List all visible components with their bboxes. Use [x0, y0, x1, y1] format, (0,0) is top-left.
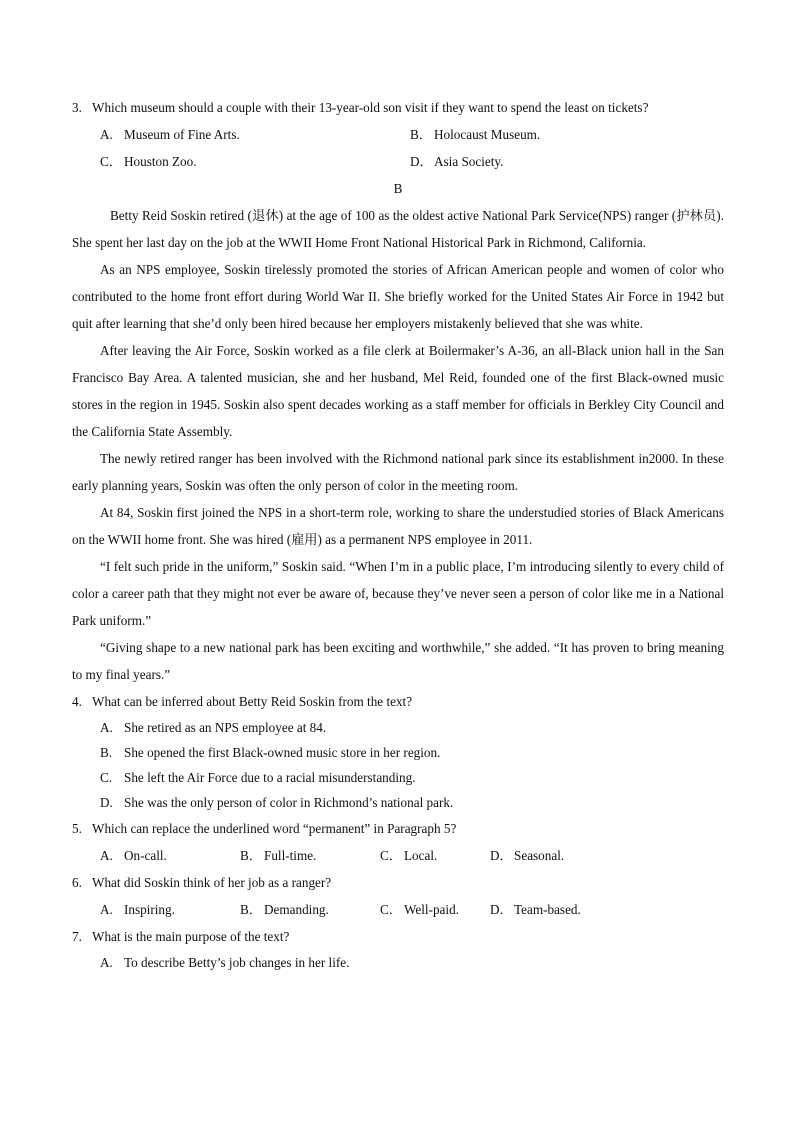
option-c: C. She left the Air Force due to a racial misunderstanding. [100, 770, 416, 785]
passage-paragraph-1: Betty Reid Soskin retired (退休) at the age of 100 as the oldest active National Park Service(NPS) ranger (护林员). She spent her last day on the job at the WWII Home Front National Historical Park in Richmond, California. [72, 208, 724, 250]
question-text: Which can replace the underlined word “permanent” in Paragraph 5? [92, 821, 457, 836]
option-d: D. She was the only person of color in Richmond’s national park. [100, 795, 454, 810]
question-6 [72, 869, 724, 896]
option-d: D． Asia Society. [410, 154, 504, 169]
option-b: B． Demanding. [240, 902, 329, 917]
option-a: A. She retired as an NPS employee at 84. [100, 720, 327, 735]
question-text: Which museum should a couple with their 13-year-old son visit if they want to spend the least on tickets? [92, 100, 649, 115]
question-number: 7. [72, 929, 82, 944]
option-a: A. To describe Betty’s job changes in her life. [100, 955, 350, 970]
question-text: What is the main purpose of the text? [92, 929, 290, 944]
question-number: 5. [72, 821, 82, 836]
question-5-options [72, 842, 724, 869]
question-number: 3. [72, 100, 82, 115]
question-4 [72, 688, 724, 715]
question-text: What can be inferred about Betty Reid Soskin from the text? [92, 694, 413, 709]
passage-paragraph-7: “Giving shape to a new national park has been exciting and worthwhile,” she added. “It has proven to bring meaning to my final years.” [72, 640, 724, 682]
question-7 [72, 923, 724, 950]
option-c: C． Well-paid. [380, 902, 459, 917]
section-heading: B [393, 181, 403, 196]
option-b: B． Holocaust Museum. [410, 127, 541, 142]
passage-paragraph-2: As an NPS employee, Soskin tirelessly promoted the stories of African American people and women of color who contributed to the home front effort during World War II. She briefly worked for the United States Air Force in 1942 but quit after learning that she’d only been hired because her employers mistakenly believed that she was white. [72, 262, 724, 331]
option-d: D． Seasonal. [490, 848, 565, 863]
option-b: B． Full-time. [240, 848, 317, 863]
option-d: D． Team-based. [490, 902, 581, 917]
question-number: 6. [72, 875, 82, 890]
option-a: A. Inspiring. [100, 902, 175, 917]
passage-paragraph-4: The newly retired ranger has been involved with the Richmond national park since its establishment in2000. In these early planning years, Soskin was often the only person of color in the meeting room. [72, 451, 724, 493]
question-number: 4. [72, 694, 82, 709]
question-5 [72, 815, 724, 842]
question-3 [72, 94, 724, 121]
passage-paragraph-6: “I felt such pride in the uniform,” Soskin said. “When I’m in a public place, I’m introducing silently to every child of color a career path that they might not ever be aware of, because they’ve never seen a person of color like me in a National Park uniform.” [72, 559, 724, 628]
option-b: B. She opened the first Black-owned music store in her region. [100, 745, 441, 760]
question-3-options-row-1 [72, 121, 724, 148]
question-text: What did Soskin think of her job as a ranger? [92, 875, 332, 890]
passage-paragraph-5: At 84, Soskin first joined the NPS in a short-term role, working to share the understudied stories of Black Americans on the WWII home front. She was hired (雇用) as a permanent NPS employee in 2011. [72, 505, 724, 547]
option-c: C． Houston Zoo. [100, 154, 197, 169]
passage-paragraph-3: After leaving the Air Force, Soskin worked as a file clerk at Boilermaker’s A-36, an all-Black union hall in the San Francisco Bay Area. A talented musician, she and her husband, Mel Reid, founded one of the first Black-owned music stores in the region in 1945. Soskin also spent decades working as a staff member for officials in Berkley City Council and the California State Assembly. [72, 343, 724, 439]
exam-page [72, 94, 724, 975]
option-c: C． Local. [380, 848, 438, 863]
question-6-options [72, 896, 724, 923]
option-a: A. Museum of Fine Arts. [100, 127, 240, 142]
option-a: A. On-call. [100, 848, 167, 863]
question-3-options-row-2 [72, 148, 724, 175]
